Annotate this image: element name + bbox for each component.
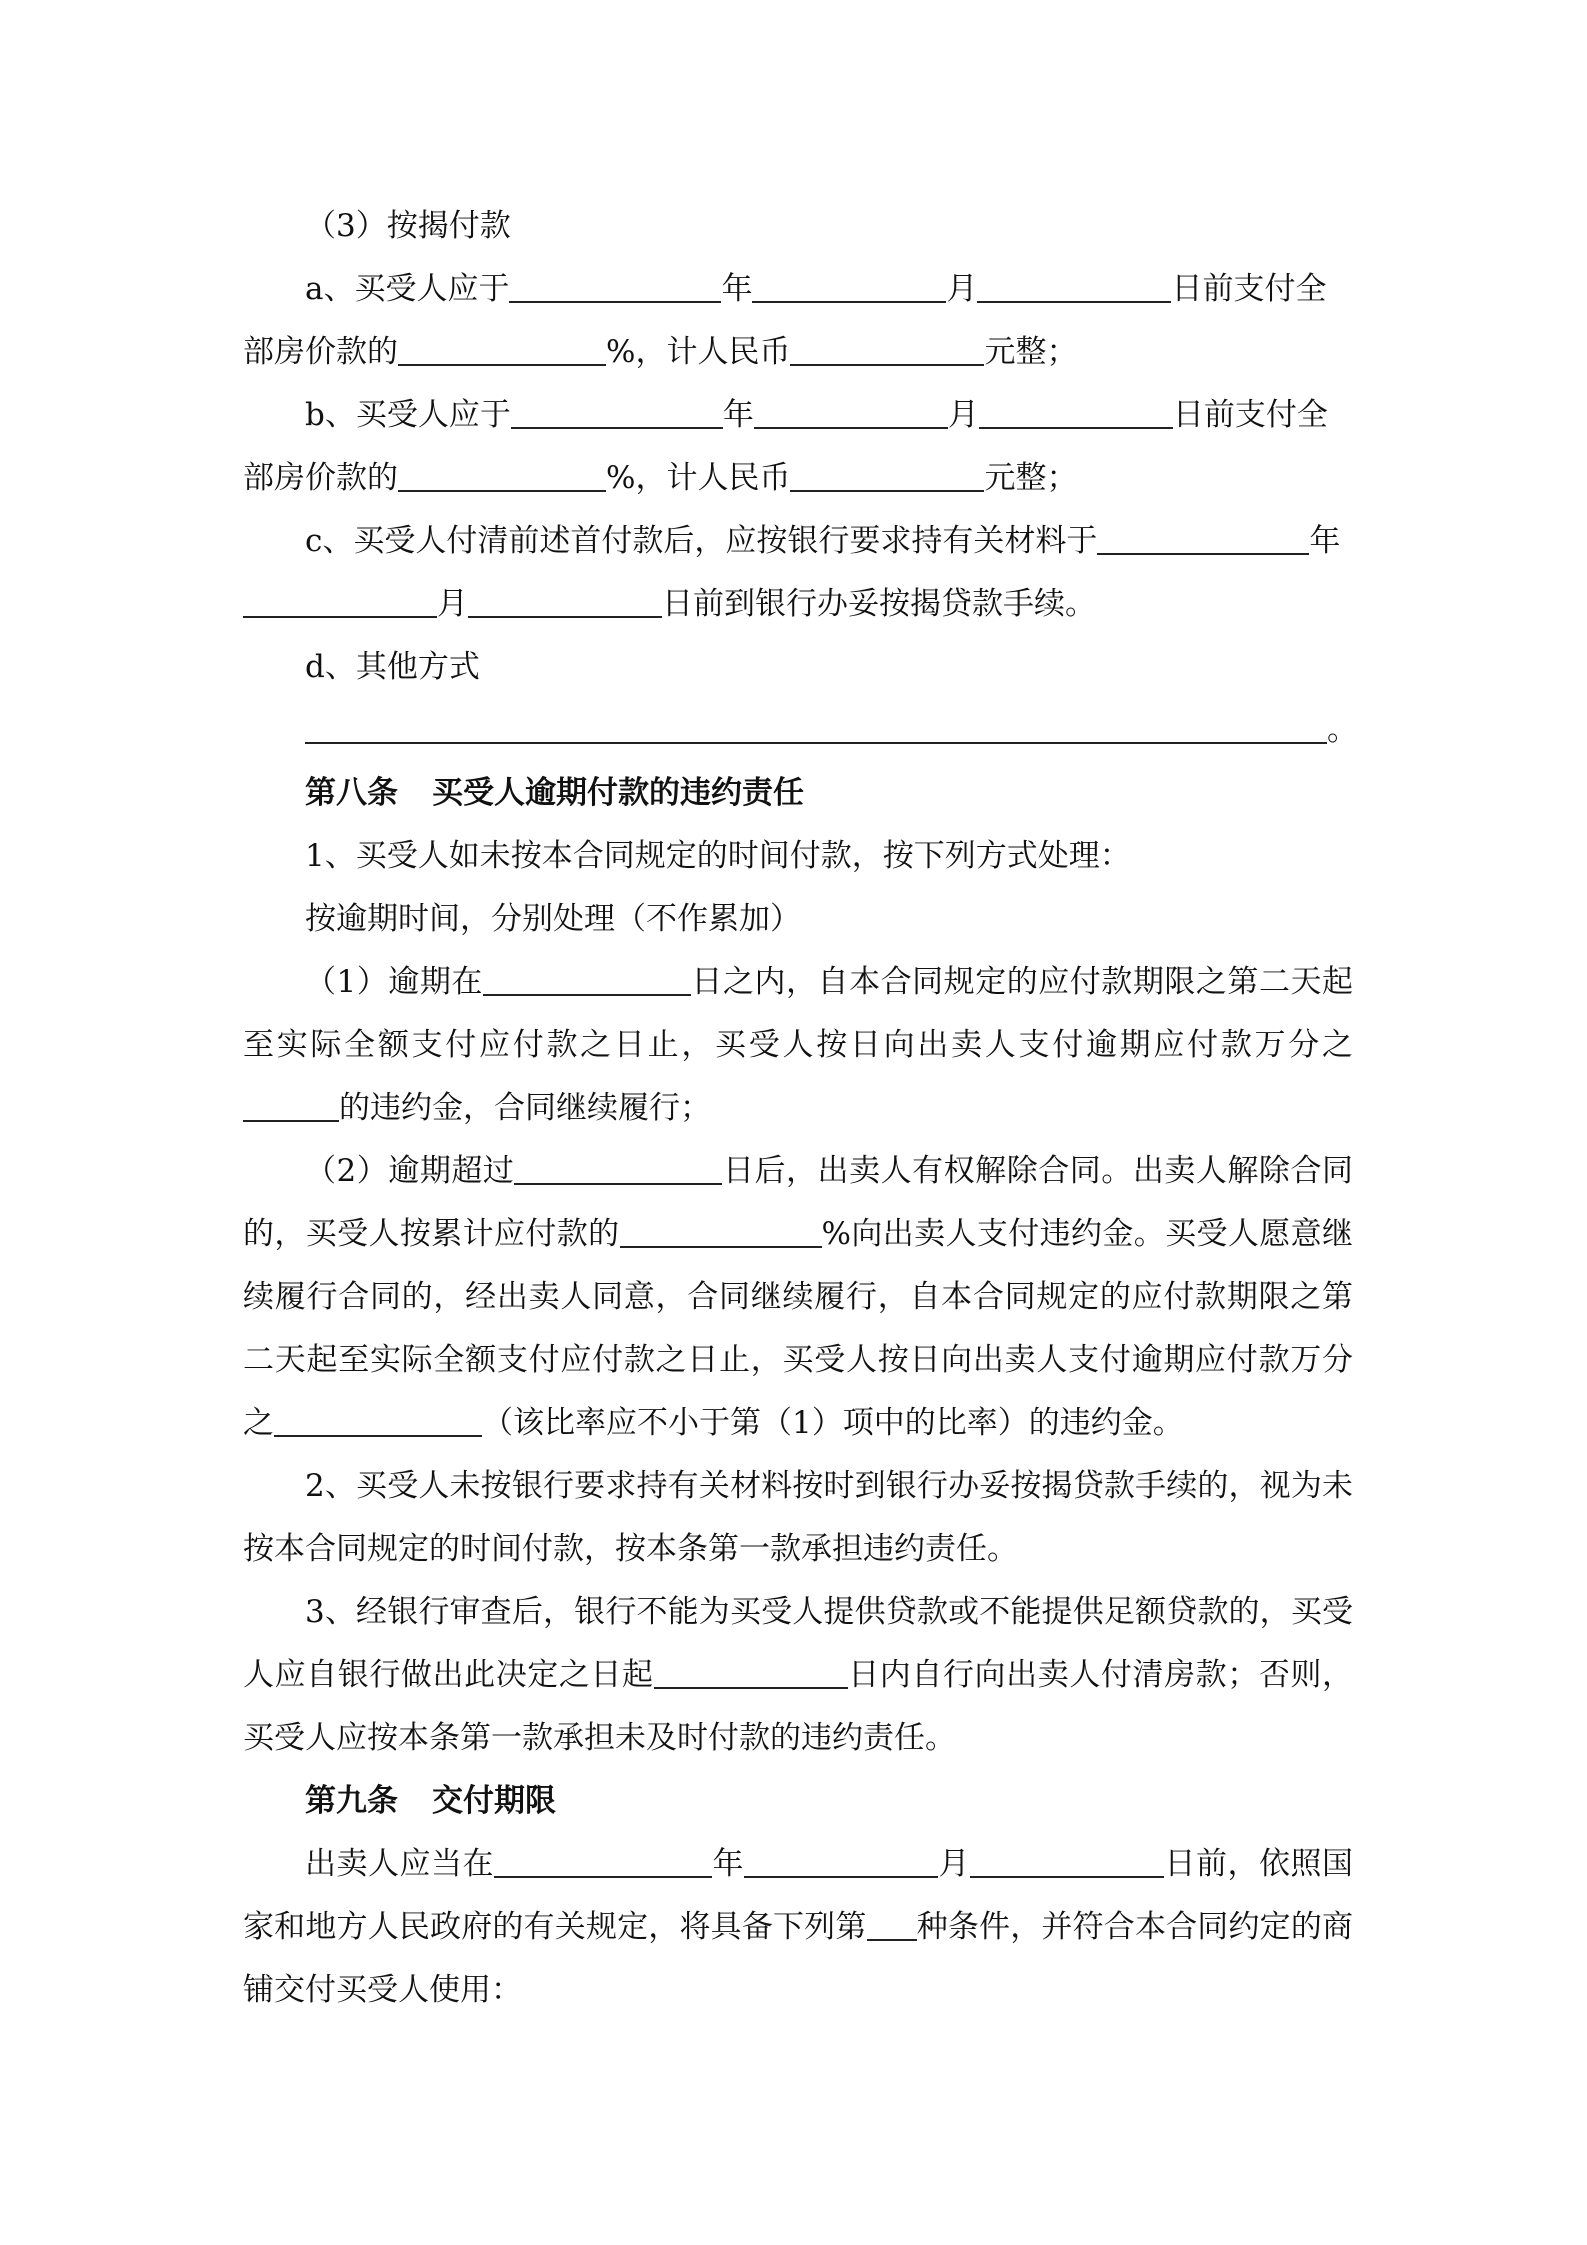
article-8-para-3: 2、买受人未按银行要求持有关材料按时到银行办妥按揭贷款手续的，视为未按本合同规定的时间付款，按本条第一款承担违约责任。 [243,1468,1353,1567]
blank-amount[interactable] [790,334,984,366]
blank-year[interactable] [511,397,723,429]
blank-year[interactable] [1097,523,1309,555]
blank-month[interactable] [243,586,437,618]
blank-day[interactable] [979,397,1173,429]
article-8-title: 第八条 买受人逾期付款的违约责任 [305,775,804,811]
article-9-title: 第九条 交付期限 [305,1783,556,1819]
blank-month[interactable] [754,397,948,429]
clause-b-line2: 部房价款的 %，计人民币 元整； [243,460,1078,496]
blank-month[interactable] [744,1846,938,1878]
blank-percent[interactable] [398,334,606,366]
clause-c-line2: 月 日前到银行办妥按揭贷款手续。 [243,573,1353,636]
blank-month[interactable] [752,271,946,303]
blank-percent[interactable] [620,1216,822,1248]
blank-percent[interactable] [398,460,606,492]
blank-day[interactable] [468,586,662,618]
blank-days[interactable] [483,964,691,996]
blank-rate[interactable] [243,1090,339,1122]
blank-days[interactable] [654,1657,848,1689]
blank-year[interactable] [509,271,721,303]
article-8-para-1: 1、买受人如未按本合同规定的时间付款，按下列方式处理： [305,838,1131,874]
blank-days[interactable] [514,1153,722,1185]
article-8-item-2: （2）逾期超过 日后，出卖人有权解除合同。出卖人解除合同的，买受人按累计应付款的 %向出卖人支付违约金。买受人愿意继续履行合同的，经出卖人同意，合同继续履行，自本合同规定的应付款期限之第二天起至实际全额支付应付款之日止，买受人按日向出卖人支付逾期应付款万分之 （该比率应不小于第（1）项中的比率）的违约金。 [243,1153,1353,1441]
clause-a-line2: 部房价款的 %，计人民币 元整； [243,334,1078,370]
blank-rate[interactable] [274,1405,482,1437]
clause-d-heading: d、其他方式 [305,649,480,685]
clause-b-line1: b、买受人应于 年 月 日前支付全 [305,397,1328,433]
blank-year[interactable] [494,1846,712,1878]
article-8-para-2: 按逾期时间，分别处理（不作累加） [305,901,801,937]
clause-d-line: 。 [243,699,1353,762]
article-8-item-1: （1）逾期在 日之内，自本合同规定的应付款期限之第二天起至实际全额支付应付款之日止，买受人按日向出卖人支付逾期应付款万分之的违约金，合同继续履行； [243,964,1353,1126]
article-9-para: 出卖人应当在 年 月 日前，依照国家和地方人民政府的有关规定，将具备下列第 种条件，并符合本合同约定的商铺交付买受人使用： [243,1846,1354,2008]
blank-other-method[interactable] [305,712,1327,744]
contract-body [243,195,1358,2022]
clause-c-line1: c、买受人付清前述首付款后，应按银行要求持有关材料于 年 [305,523,1341,559]
blank-amount[interactable] [790,460,984,492]
blank-day[interactable] [977,271,1171,303]
blank-day[interactable] [970,1846,1164,1878]
article-8-para-4: 3、经银行审查后，银行不能为买受人提供贷款或不能提供足额贷款的，买受人应自银行做出此决定之日起 日内自行向出卖人付清房款；否则，买受人应按本条第一款承担未及时付款的违约责任。 [243,1594,1354,1756]
item-3-heading: （3）按揭付款 [305,208,511,244]
clause-a-line1: a、买受人应于 年 月 日前支付全 [305,271,1327,307]
blank-condition-number[interactable] [867,1909,917,1941]
